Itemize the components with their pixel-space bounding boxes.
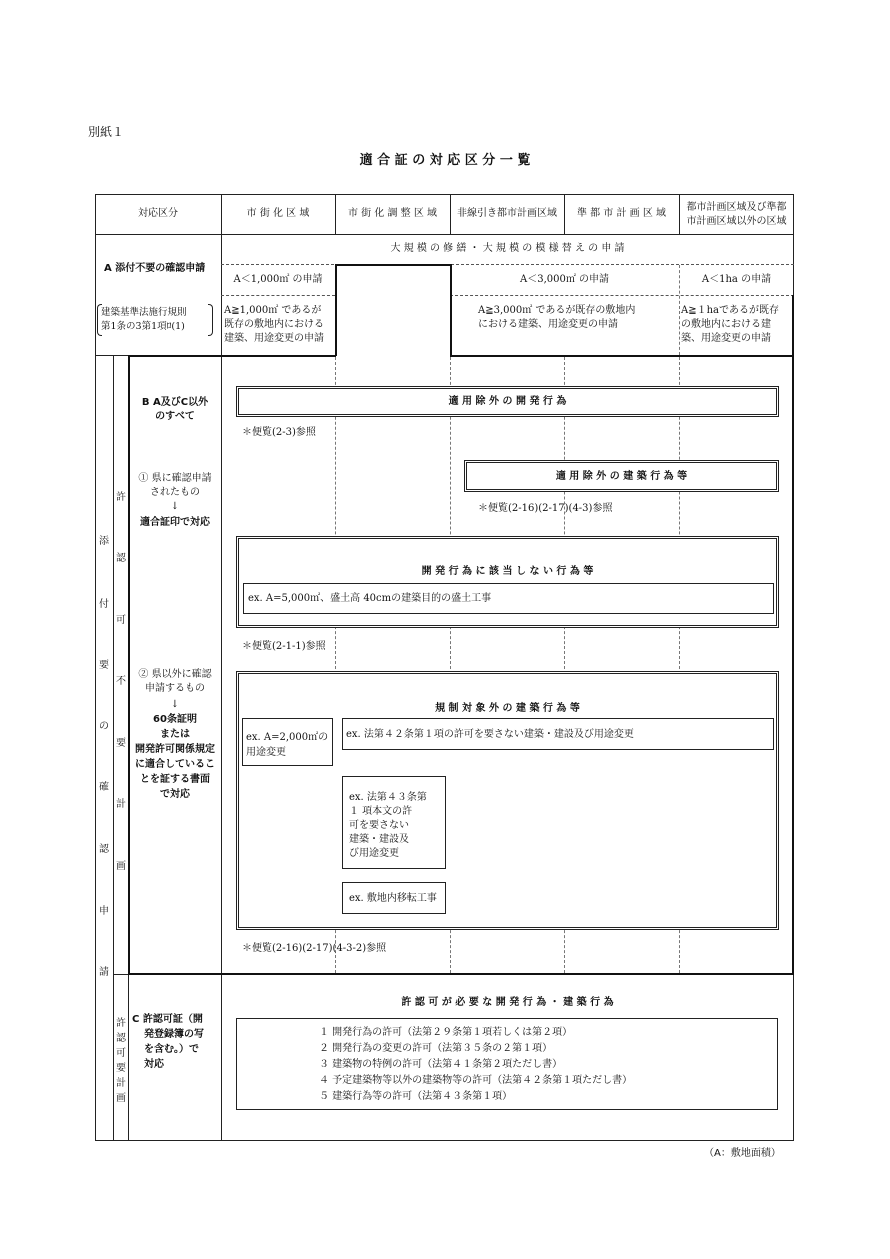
vertical-unneeded-1: 認: [116, 553, 126, 564]
vertical-outer-6: 申: [99, 906, 109, 917]
permit-item-1: １ 開発行為の許可（法第２９条第１項若しくは第２項）: [319, 1027, 573, 1038]
sectionC-label-line3: を含む。）で: [144, 1044, 199, 1055]
sub2-line2: 申請するもの: [145, 683, 205, 694]
page-title: 適 合 証 の 対 応 区 分 一 覧: [359, 153, 531, 168]
sub1-line2: されたもの: [150, 487, 200, 498]
sectionC-label-line1: C 許認可証（開: [132, 1014, 203, 1025]
appendix-label: 別紙１: [88, 125, 125, 139]
thick-border-col2-right: [450, 264, 452, 356]
sectionA-dashed-2a: [221, 295, 335, 296]
sectionA-span-title: 大 規 模 の 修 繕 ・ 大 規 模 の 模 様 替 え の 申 請: [390, 243, 625, 254]
header-col4: 準 都 市 計 画 区 域: [576, 208, 667, 219]
permit-item-2: ２ 開発行為の変更の許可（法第３５条の２第１項）: [319, 1043, 553, 1054]
thick-border-right: [792, 295, 794, 974]
thick-border-top-left: [128, 355, 336, 357]
example-a-box: [242, 718, 333, 766]
vertical-unneeded-2: 可: [116, 615, 126, 626]
example-b-box: [342, 718, 774, 750]
sectionA-col1-line3: 建築、用途変更の申請: [224, 333, 324, 344]
reference-3: ＊便覧(2-1-1)参照: [242, 641, 326, 652]
sectionA-col1-line2: 既存の敷地内における: [224, 319, 324, 330]
vertical-unneeded-4: 要: [116, 738, 126, 749]
example-d-box: [342, 882, 446, 914]
box-non-development-example-text: ex. A=5,000㎡、盛土高 40cmの建築目的の盛土工事: [248, 593, 492, 604]
sub2-line3: 60条証明: [153, 714, 197, 725]
bracket-right: [208, 304, 213, 336]
thick-border-col2-top: [335, 264, 451, 266]
example-c-line4: 建築・建設及: [349, 834, 409, 845]
vertical-outer-2: 要: [99, 660, 109, 671]
header-col3: 非線引き都市計画区域: [457, 208, 557, 219]
vertical-needed-1: 認: [116, 1033, 126, 1044]
sectionA-col1-sub: A＜1,000㎡ の申請: [233, 274, 323, 285]
box-unregulated-building-title: 規 制 対 象 外 の 建 築 行 為 等: [435, 703, 580, 714]
thick-border-left: [128, 355, 130, 975]
permit-item-5: ５ 建築行為等の許可（法第４３条第１項）: [319, 1091, 513, 1102]
box-exempt-development: [236, 386, 779, 417]
sectionA-col34-line2: における建築、用途変更の申請: [478, 319, 618, 330]
sub1-line1: ① 県に確認申請: [138, 473, 212, 484]
sub2-line7: とを証する書面: [140, 774, 210, 785]
header-col0: 対応区分: [138, 208, 178, 219]
example-d-text: ex. 敷地内移転工事: [349, 893, 437, 904]
sectionC-permit-list-box: [236, 1018, 778, 1110]
sectionA-label: A 添付不要の確認申請: [104, 263, 206, 274]
box-non-development-title: 開 発 行 為 に 該 当 し な い 行 為 等: [421, 566, 594, 577]
example-c-line1: ex. 法第４３条第: [349, 792, 427, 803]
box-exempt-building-title: 適 用 除 外 の 建 築 行 為 等: [555, 471, 688, 482]
example-c-line2: １ 項本文の許: [349, 806, 413, 817]
sectionA-col1-line1: A≧1,000㎡ であるが: [224, 305, 322, 316]
header-col1: 市 街 化 区 域: [246, 208, 310, 219]
vertical-unneeded-3: 不: [116, 676, 126, 687]
header-divider: [95, 234, 794, 235]
sectionC-label-line2: 発登録簿の写: [144, 1029, 204, 1040]
box-non-development: [236, 536, 779, 628]
vertical-unneeded-5: 計: [116, 799, 126, 810]
sectionA-col5-line3: 築、用途変更の申請: [681, 333, 771, 344]
example-c-line3: 可を要さない: [349, 820, 409, 831]
sectionA-col5-line2: の敷地内における建: [681, 319, 771, 330]
sub2-line5: 開発許可関係規定: [135, 744, 215, 755]
thick-border-top-right: [450, 355, 794, 357]
sectionC-label-line4: 対応: [144, 1059, 164, 1070]
example-b-text: ex. 法第４２条第１項の許可を要さない建築・建設及び用途変更: [346, 729, 634, 740]
vertical-outer-4: 確: [99, 782, 109, 793]
footnote: （A：敷地面積）: [704, 1148, 781, 1159]
sectionA-col34-line1: A≧3,000㎡ であるが既存の敷地内: [478, 305, 636, 316]
vertical-outer-1: 付: [99, 599, 109, 610]
box-exempt-development-title: 適 用 除 外 の 開 発 行 為: [448, 396, 567, 407]
reference-4: ＊便覧(2-16)(2-17)(4-3-2)参照: [242, 943, 387, 954]
sectionA-col5-line1: A≧１haであるが既存: [681, 305, 780, 316]
thick-border-col2-left: [335, 264, 337, 356]
vertical-needed-4: 計: [116, 1078, 126, 1089]
box-non-development-example: [243, 583, 774, 614]
example-a-line2: 用途変更: [246, 747, 286, 758]
header-col5-line1: 都市計画区域及び準都: [686, 202, 787, 213]
sub2-line6: に適合しているこ: [135, 759, 215, 770]
sectionA-dashed-1: [221, 264, 794, 265]
vertical-unneeded-0: 許: [116, 492, 126, 503]
header-col2: 市 街 化 調 整 区 域: [347, 208, 438, 219]
sub2-line8: で対応: [160, 789, 190, 800]
sectionB-label-line1: B A及びC以外: [141, 397, 209, 408]
sectionA-dashed-2b: [450, 295, 794, 296]
sectionA-col34-sub: A＜3,000㎡ の申請: [519, 274, 610, 285]
sectionC-title: 許 認 可 が 必 要 な 開 発 行 為 ・ 建 築 行 為: [401, 997, 614, 1008]
example-a-line1: ex. A=2,000㎡の: [246, 732, 329, 743]
vertical-outer-0: 添: [99, 536, 109, 547]
thick-border-bottom: [128, 973, 794, 975]
permit-item-3: ３ 建築物の特例の許可（法第４１条第２項ただし書）: [319, 1059, 563, 1070]
sub2-line4: または: [160, 729, 190, 740]
vertical-outer-5: 認: [99, 844, 109, 855]
example-c-box: [342, 776, 446, 869]
box-exempt-building: [464, 460, 779, 492]
vertical-needed-3: 要: [116, 1063, 126, 1074]
bracket-left: [97, 304, 102, 336]
sub1-arrow: ↓: [170, 501, 180, 512]
box-unregulated-building: [236, 671, 779, 930]
sectionB-label-line2: のすべて: [155, 411, 195, 422]
vertical-needed-2: 可: [116, 1048, 126, 1059]
example-c-line5: び用途変更: [349, 848, 399, 859]
vertical-outer-7: 請: [99, 967, 109, 978]
vertical-needed-5: 画: [116, 1093, 126, 1104]
reference-1: ＊便覧(2-3)参照: [242, 427, 316, 438]
sub2-arrow: ↓: [170, 699, 180, 710]
sectionA-regulation-line1: 建築基準法施行規則: [101, 307, 187, 318]
sub1-line3: 適合証印で対応: [140, 517, 210, 528]
permit-item-4: ４ 予定建築物等以外の建築物等の許可（法第４２条第１項ただし書）: [319, 1075, 633, 1086]
reference-2: ＊便覧(2-16)(2-17)(4-3)参照: [478, 503, 613, 514]
sub2-line1: ② 県以外に確認: [138, 669, 212, 680]
sectionA-col5-sub: A＜1ha の申請: [701, 274, 772, 285]
vertical-unneeded-6: 画: [116, 861, 126, 872]
vertical-outer-3: の: [99, 721, 109, 732]
header-col5-line2: 市計画区域以外の区域: [686, 216, 787, 227]
sectionA-regulation-line2: 第1条の3第1項ﾛ(1): [101, 321, 185, 332]
vertical-needed-0: 許: [116, 1018, 126, 1029]
